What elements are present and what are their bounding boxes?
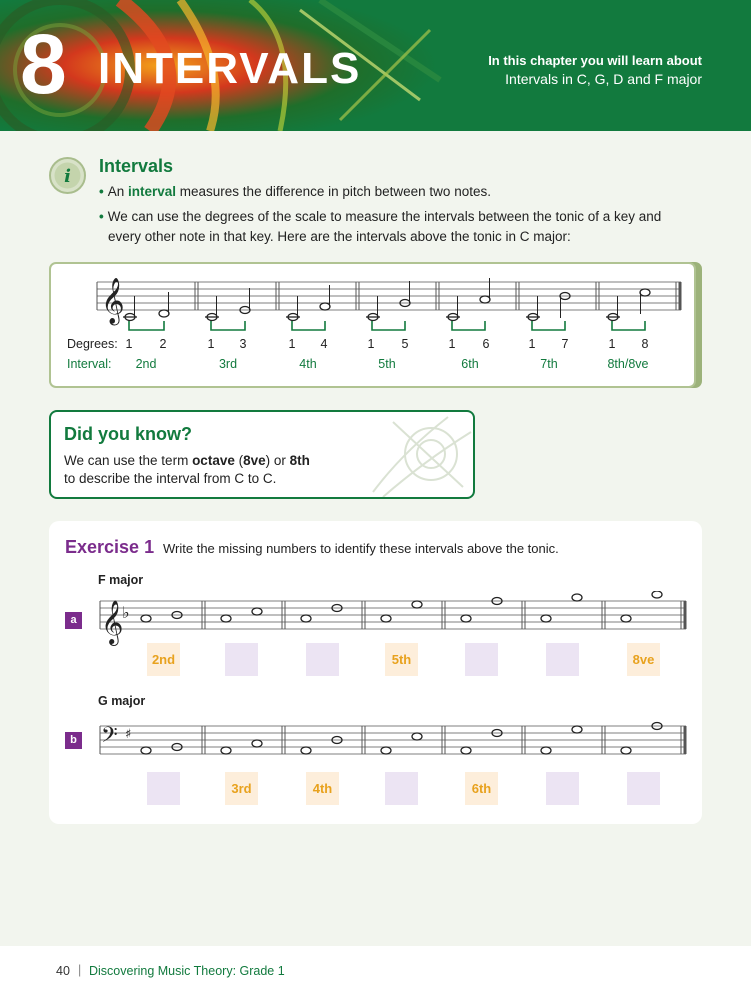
answer-box[interactable] [546,643,579,676]
degree-low: 1 [125,337,133,351]
section-title: Intervals [99,156,174,176]
svg-text:♭: ♭ [122,603,130,622]
svg-text:𝄞: 𝄞 [101,600,124,644]
svg-text:𝄞: 𝄞 [101,278,125,324]
interval-name: 6th [461,357,479,371]
info-icon [49,157,86,194]
svg-text:♯: ♯ [125,727,132,742]
degree-high: 8 [641,337,649,351]
answer-box[interactable] [385,772,418,805]
footer-separator: | [78,963,82,977]
chapter-number: 8 [20,17,65,111]
did-you-know-title: Did you know? [64,424,192,444]
exercise-title: Exercise 1 [65,537,155,557]
key-label-b: G major [98,694,146,708]
interval-label: Interval: [67,357,112,371]
degree-high: 3 [239,337,247,351]
answer-box[interactable] [465,643,498,676]
did-you-know-text: We can use the term octave (8ve) or 8th to describe the interval from C to C. [64,453,310,486]
interval-name: 5th [378,357,396,371]
interval-name: 4th [299,357,317,371]
degree-low: 1 [608,337,616,351]
c-major-interval-example [49,262,696,388]
degree-high: 7 [561,337,569,351]
degree-high: 5 [401,337,409,351]
f-major-staff [49,591,702,646]
answer-box[interactable] [306,643,339,676]
answer-box[interactable]: 5th [385,643,418,676]
bullet-degrees: • We can use the degrees of the scale to measure the intervals between the tonic of a key and [99,209,662,224]
chapter-title: INTERVALS [98,44,362,93]
part-badge-b: b [65,732,82,749]
did-you-know-box [49,410,475,499]
answer-box[interactable] [546,772,579,805]
term-interval: interval [128,184,177,199]
degree-low: 1 [367,337,375,351]
chapter-header [0,0,751,131]
svg-text:𝄢: 𝄢 [101,723,118,753]
answer-box[interactable]: 6th [465,772,498,805]
answer-box[interactable]: 3rd [225,772,258,805]
answer-box[interactable] [225,643,258,676]
g-major-staff [49,716,702,761]
degree-high: 6 [482,337,490,351]
key-label-a: F major [98,573,144,587]
learn-heading: In this chapter you will learn about [488,53,702,68]
answer-box[interactable] [627,772,660,805]
degree-low: 1 [448,337,456,351]
degree-high: 4 [320,337,328,351]
exercise-instruction: Write the missing numbers to identify these intervals above the tonic. [163,541,559,556]
degree-low: 1 [528,337,536,351]
page-number: 40 [56,964,70,978]
answer-box[interactable]: 2nd [147,643,180,676]
interval-name: 2nd [135,357,157,371]
degree-low: 1 [207,337,215,351]
book-title: Discovering Music Theory: Grade 1 [89,964,285,978]
answer-box[interactable]: 8ve [627,643,660,676]
exercise-1 [49,521,702,824]
answer-box[interactable] [147,772,180,805]
decorative-swirl [353,412,473,497]
answer-box[interactable]: 4th [306,772,339,805]
interval-name: 3rd [218,357,238,371]
bullet-degrees-cont: every other note in that key. Here are the intervals above the tonic in C major: [108,229,571,244]
degrees-label: Degrees: [67,337,118,351]
interval-name: 7th [540,357,558,371]
bullet-definition: • An interval measures the difference in pitch between two notes. [99,184,491,199]
page-footer [0,946,751,1000]
part-badge-a: a [65,612,82,629]
svg-text:i: i [64,166,71,187]
learn-summary: Intervals in C, G, D and F major [505,71,702,87]
degree-low: 1 [288,337,296,351]
interval-name: 8th/8ve [607,357,649,371]
degree-high: 2 [159,337,167,351]
